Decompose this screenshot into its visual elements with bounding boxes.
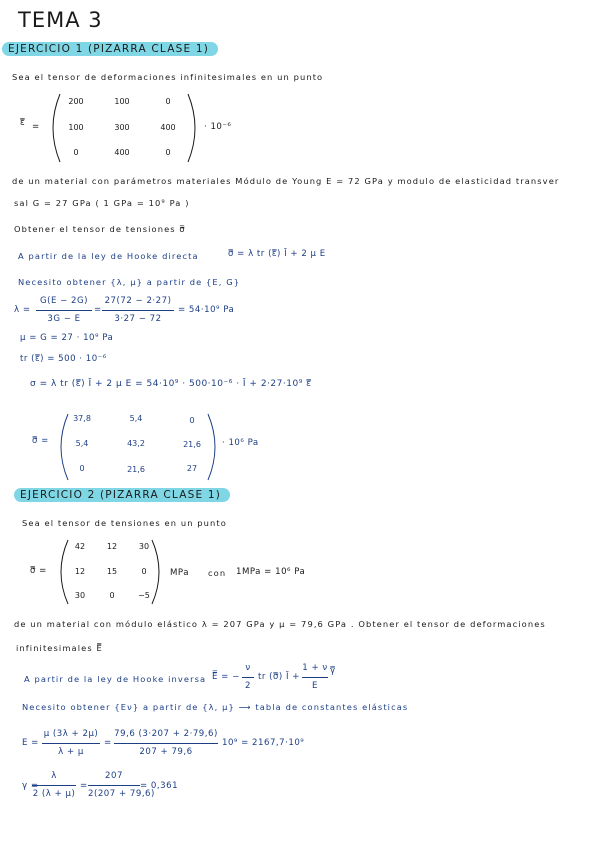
lambda-lhs: λ =	[14, 305, 31, 315]
strain-matrix	[56, 97, 192, 161]
hooke-numerator: 1 + ν	[302, 663, 328, 673]
stress2-right-paren	[148, 538, 168, 606]
matrix-cell: 30	[74, 591, 86, 600]
matrix-cell: 21,6	[183, 440, 201, 449]
matrix-cell: 0	[79, 464, 85, 473]
matrix-cell: 15	[106, 567, 118, 576]
matrix-cell: 100	[68, 123, 84, 132]
E-result: 10⁹ = 2167,7·10⁹	[222, 738, 305, 748]
lambda-denominator-values: 3·27 − 72	[114, 314, 162, 324]
ex2-hooke-lhs: E̿ = −	[212, 672, 240, 682]
nu-equals: =	[80, 781, 88, 791]
matrix-cell: 400	[160, 123, 176, 132]
nu-numerator: λ	[51, 771, 57, 781]
nu-result: = 0,361	[140, 781, 179, 791]
sigma-equation: σ = λ tr (ε̿) Ī + 2 μ E = 54·10⁹ · 500·10⁻⁶ · Ī + 2·27·10⁹ ε̿	[30, 379, 312, 389]
hooke-mid: tr (σ̿) Ī +	[258, 672, 300, 682]
ex1-intro: Sea el tensor de deformaciones infinitesimales en un punto	[12, 72, 324, 82]
matrix-cell: 0	[165, 148, 171, 157]
nu-numerator-values: 207	[105, 771, 123, 781]
fraction-line	[242, 677, 254, 678]
strain-symbol: ε̿	[20, 118, 26, 128]
matrix-cell: 0	[141, 567, 147, 576]
fraction-line	[114, 743, 218, 744]
matrix-cell: 0	[165, 97, 171, 106]
mu-line: μ = G = 27 · 10⁹ Pa	[20, 333, 114, 343]
lambda-numerator: G(E − 2G)	[39, 296, 89, 306]
fraction-line	[302, 677, 328, 678]
matrix-cell: −5	[138, 591, 150, 600]
ex2-material-line-2: infinitesimales E̿	[16, 643, 103, 653]
ex1-hooke-text: A partir de la ley de Hooke directa	[18, 251, 199, 261]
E-numerator-values: 79,6 (3·207 + 2·79,6)	[114, 729, 218, 739]
hooke-two: 2	[245, 681, 251, 691]
matrix-cell: 27	[186, 464, 198, 473]
matrix-cell: 5,4	[129, 414, 143, 423]
E-equals: =	[104, 738, 112, 748]
stress-right-paren	[204, 412, 224, 482]
matrix-cell: 21,6	[127, 465, 145, 474]
matrix-cell: 37,8	[73, 414, 91, 423]
ex2-material-line: de un material con módulo elástico λ = 207 GPa y μ = 79,6 GPa . Obtener el tensor de deformaciones	[14, 619, 546, 629]
matrix-cell: 12	[74, 567, 86, 576]
E-lhs: E =	[22, 738, 39, 748]
strain-factor: · 10⁻⁶	[204, 122, 232, 132]
matrix-cell: 0	[109, 591, 115, 600]
matrix-cell: 200	[68, 97, 84, 106]
fraction-line	[36, 310, 92, 311]
exercise-1-heading: EJERCICIO 1 (PIZARRA CLASE 1)	[2, 42, 218, 56]
E-denominator-values: 207 + 79,6	[139, 747, 193, 757]
stress-symbol-2: σ̿ =	[30, 566, 47, 576]
ex2-intro: Sea el tensor de tensiones en un punto	[22, 518, 227, 528]
E-denominator: λ + μ	[58, 747, 84, 757]
lambda-result: = 54·10⁹ Pa	[178, 305, 235, 315]
stress2-with: con	[208, 568, 227, 578]
hooke-nu: ν	[245, 663, 251, 673]
matrix-cell: 100	[114, 97, 130, 106]
E-numerator: μ (3λ + 2μ)	[43, 729, 99, 739]
fraction-line	[102, 310, 174, 311]
ex1-obtain: Obtener el tensor de tensiones σ̿	[14, 224, 186, 234]
mpa-definition: 1MPa = 10⁶ Pa	[236, 567, 306, 577]
matrix-cell: 0	[73, 148, 79, 157]
lambda-denominator: 3G − E	[47, 314, 81, 324]
fraction-line	[88, 785, 140, 786]
strain-right-paren	[184, 92, 204, 164]
nu-denominator-values: 2(207 + 79,6)	[88, 789, 155, 799]
hooke-denominator: E	[312, 681, 318, 691]
ex1-material-line-2: sal G = 27 GPa ( 1 GPa = 10⁹ Pa )	[14, 198, 190, 208]
fraction-line	[42, 743, 100, 744]
matrix-cell: 400	[114, 148, 130, 157]
fraction-line	[32, 785, 76, 786]
lambda-equals: =	[94, 305, 102, 315]
nu-denominator: 2 (λ + μ)	[32, 789, 76, 799]
matrix-cell: 30	[138, 542, 150, 551]
stress2-units: MPa	[170, 568, 189, 578]
stress-factor: · 10⁶ Pa	[222, 438, 259, 448]
matrix-cell: 0	[189, 416, 195, 425]
trace-line: tr (ε̿) = 500 · 10⁻⁶	[20, 354, 107, 364]
ex1-hooke-equation: σ̿ = λ tr (ε̿) Ī + 2 μ E	[228, 249, 326, 259]
lambda-numerator-values: 27(72 − 2·27)	[104, 296, 172, 306]
ex1-material-line: de un material con parámetros materiales Módulo de Young E = 72 GPa y modulo de elasticidad transver	[12, 176, 560, 186]
matrix-cell: 42	[74, 542, 86, 551]
matrix-cell: 12	[106, 542, 118, 551]
page-title: TEMA 3	[18, 8, 103, 32]
nu-lhs: γ =	[22, 781, 39, 791]
matrix-cell: 5,4	[75, 439, 89, 448]
matrix-cell: 300	[114, 123, 130, 132]
strain-equals: =	[32, 122, 40, 132]
matrix-cell: 43,2	[127, 439, 145, 448]
stress-symbol: σ̿ =	[32, 436, 49, 446]
ex2-hooke-text: A partir de la ley de Hooke inversa	[24, 674, 207, 684]
ex2-need: Necesito obtener {Eν} a partir de {λ, μ} ⟶ tabla de constantes elásticas	[22, 702, 409, 712]
ex1-need: Necesito obtener {λ, μ} a partir de {E, G}	[18, 277, 241, 287]
hooke-end: γ̿	[330, 666, 336, 676]
exercise-2-heading: EJERCICIO 2 (PIZARRA CLASE 1)	[14, 488, 230, 502]
